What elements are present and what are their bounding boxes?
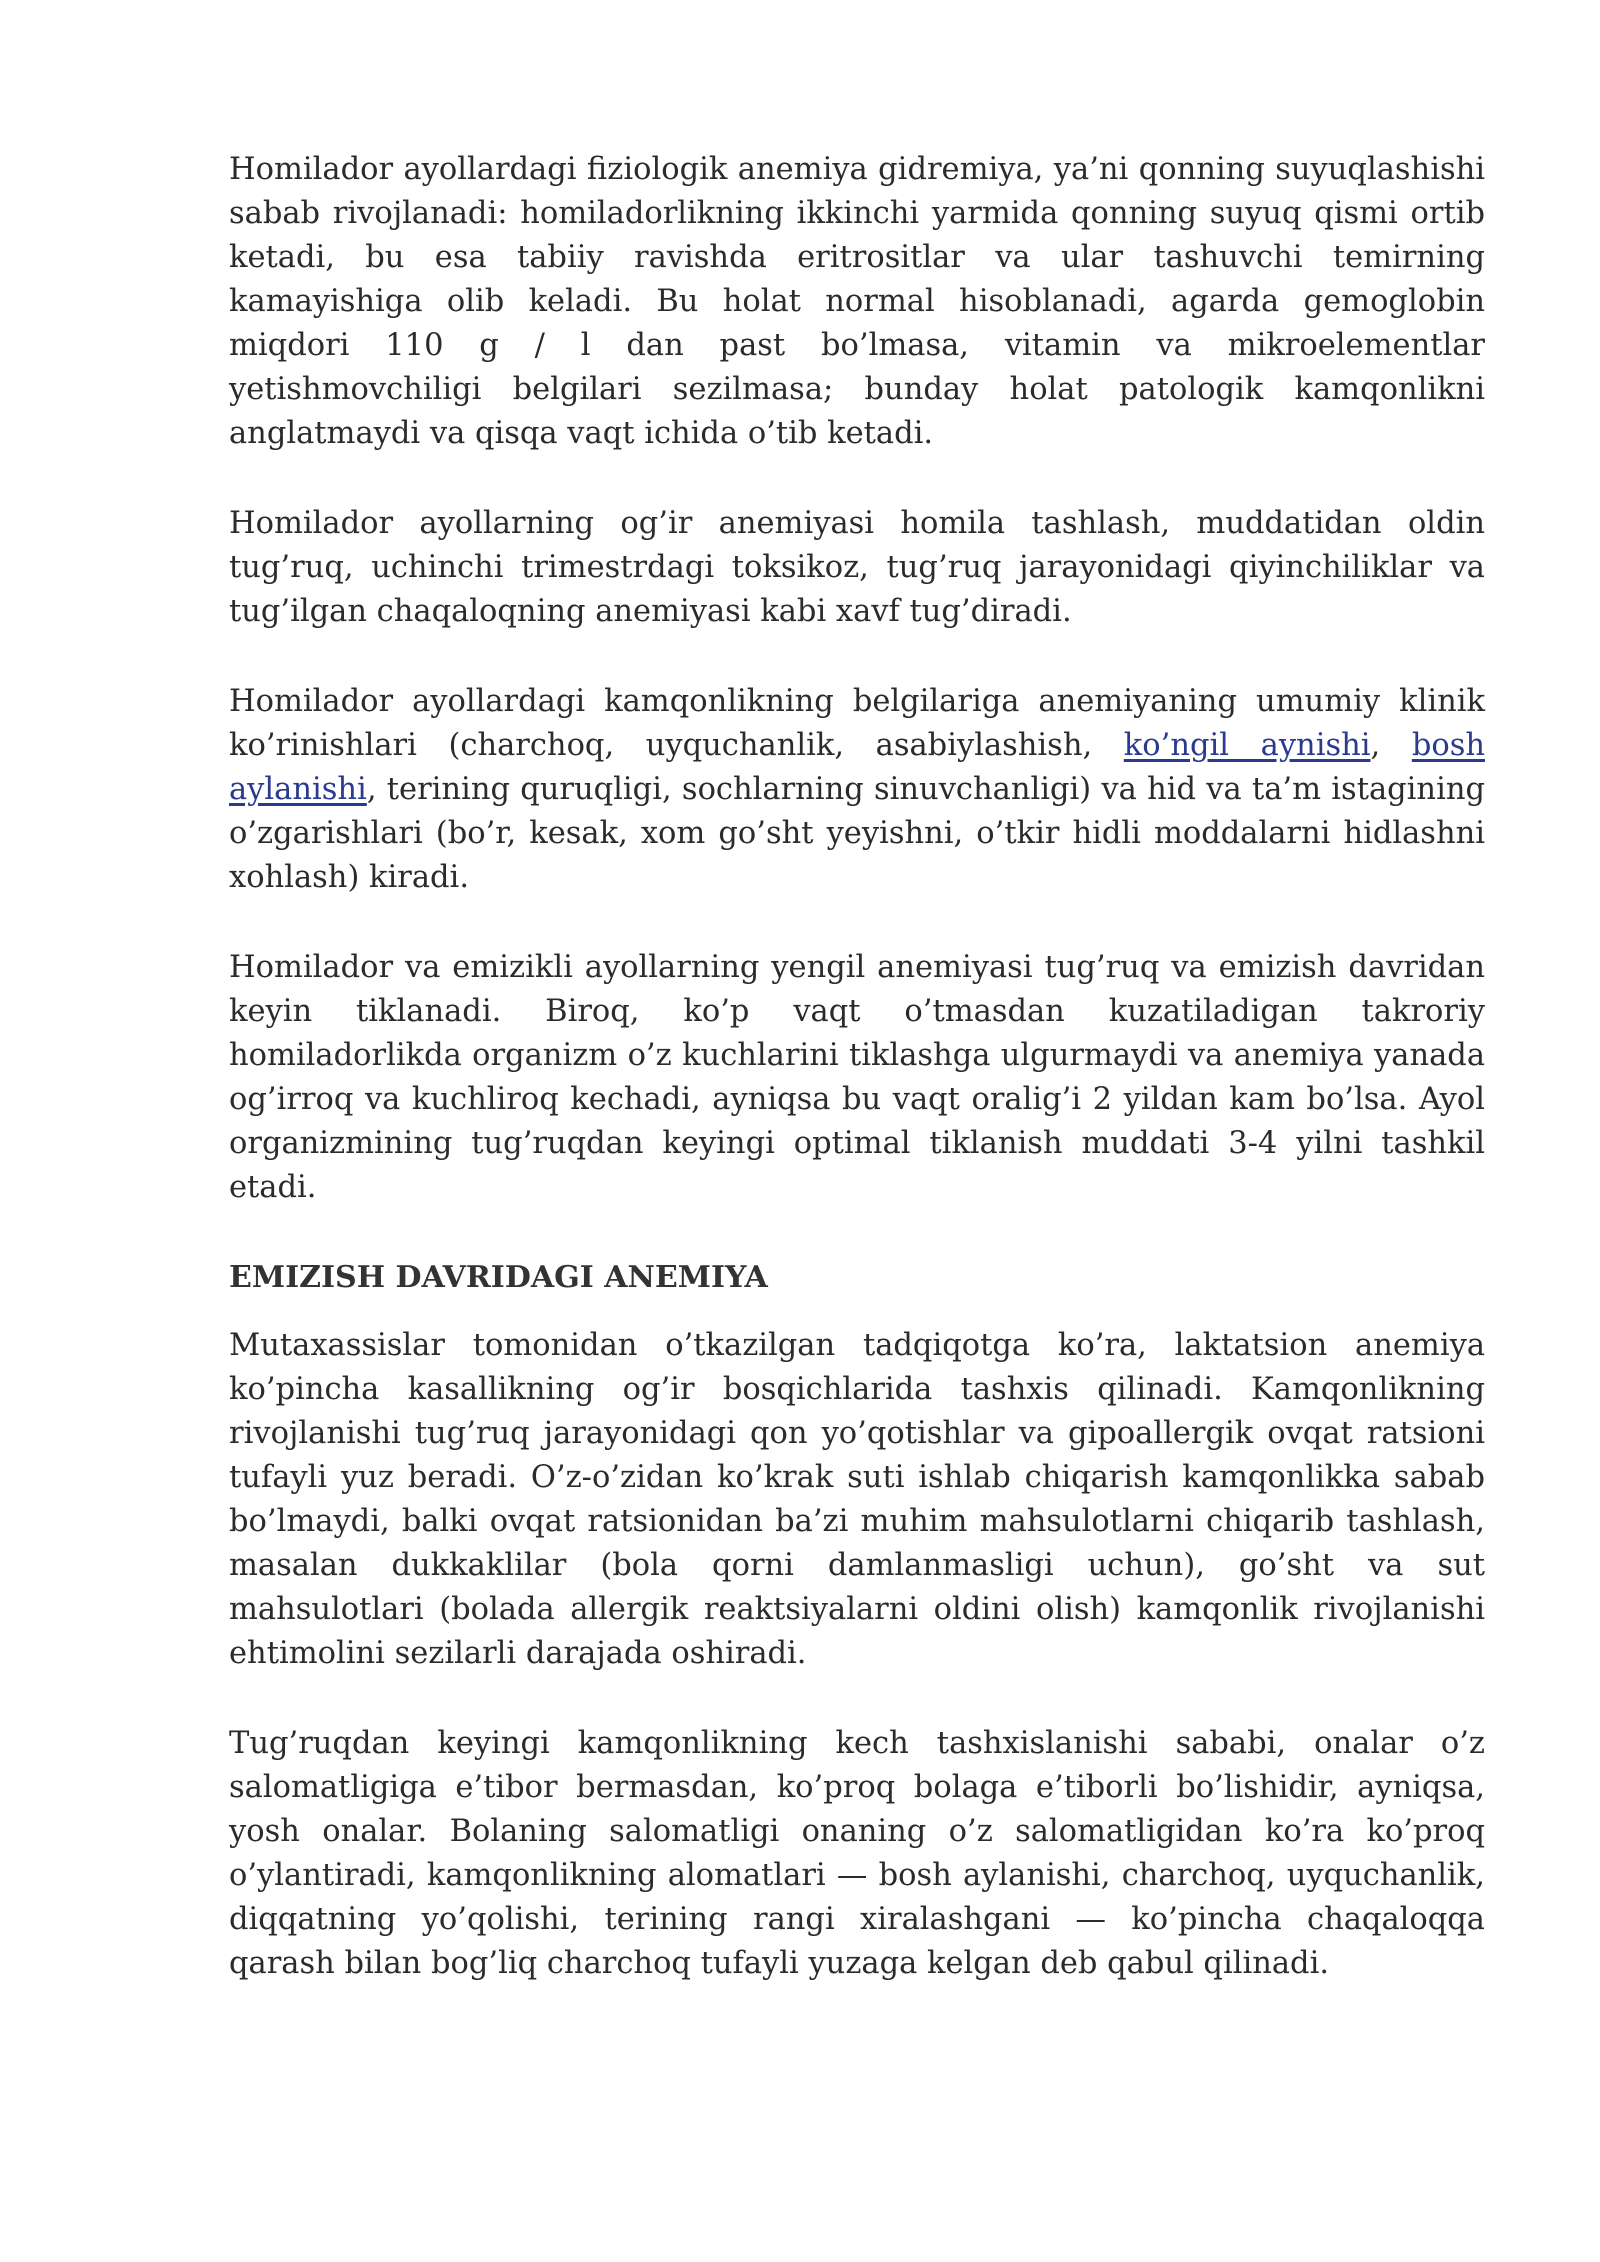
- paragraph-late-diagnosis: Tug’ruqdan keyingi kamqonlikning kech tashxislanishi sababi, onalar o’z salomatligiga e’tibor bermasdan, ko’proq bolaga e’tiborli bo’lishidir, ayniqsa, yosh onalar. Bolaning salomatligi onaning o’z salomatligidan ko’ra ko’proq o’ylantiradi, kamqonlikning alomatlari — bosh aylanishi, charchoq, uyquchanlik, diqqatning yo’qolishi, terining rangi xiralashgani — ko’pincha chaqaloqqa qarash bilan bog’liq charchoq tufayli yuzaga kelgan deb qabul qilinadi.: [229, 1726, 1485, 1981]
- paragraph-lactation-anemia-research: Mutaxassislar tomonidan o’tkazilgan tadqiqotga ko’ra, laktatsion anemiya ko’pincha kasallikning og’ir bosqichlarida tashxis qilinadi. Kamqonlikning rivojlanishi tug’ruq jarayonidagi qon yo’qotishlar va gipoallergik ovqat ratsioni tufayli yuz beradi. O’z-o’zidan ko’krak suti ishlab chiqarish kamqonlikka sabab bo’lmaydi, balki ovqat ratsionidan ba’zi muhim mahsulotlarni chiqarib tashlash, masalan dukkaklilar (bola qorni damlanmasligi uchun), go’sht va sut mahsulotlari (bolada allergik reaktsiyalarni oldini olish) kamqonlik rivojlanishi ehtimolini sezilarli darajada oshiradi.: [229, 1328, 1485, 1671]
- paragraph-mild-anemia-recovery: Homilador va emizikli ayollarning yengil anemiyasi tug’ruq va emizish davridan keyin tiklanadi. Biroq, ko’p vaqt o’tmasdan kuzatiladigan takroriy homiladorlikda organizm o’z kuchlarini tiklashga ulgurmaydi va anemiya yanada og’irroq va kuchliroq kechadi, ayniqsa bu vaqt oralig’i 2 yildan kam bo’lsa. Ayol organizmining tug’ruqdan keyingi optimal tiklanish muddati 3-4 yilni tashkil etadi.: [229, 950, 1485, 1205]
- symptoms-separator: ,: [1370, 728, 1412, 763]
- paragraph-severe-anemia-risks: Homilador ayollarning og’ir anemiyasi homila tashlash, muddatidan oldin tug’ruq, uchinchi trimestrdagi toksikoz, tug’ruq jarayonidagi qiyinchiliklar va tug’ilgan chaqaloqning anemiyasi kabi xavf tug’diradi.: [229, 506, 1485, 629]
- symptoms-text-after: , terining quruqligi, sochlarning sinuvchanligi) va hid va ta’m istagining o’zgarishlari (bo’r, kesak, xom go’sht yeyishni, o’tkir hidli moddalarni hidlashni xohlash) kiradi.: [229, 772, 1485, 895]
- document-body: [229, 148, 1485, 2032]
- link-nausea[interactable]: ko’ngil aynishi: [1123, 728, 1371, 763]
- link-dizziness[interactable]: bosh aylanishi: [229, 728, 1485, 807]
- paragraph-anemia-symptoms: [229, 680, 1485, 900]
- section-heading-lactation-anemia: EMIZISH DAVRIDAGI ANEMIYA: [229, 1260, 768, 1295]
- symptoms-text-before: Homilador ayollardagi kamqonlikning belgilariga anemiyaning umumiy klinik ko’rinishlari (charchoq, uyquchanlik, asabiylashish,: [229, 684, 1485, 763]
- paragraph-physiological-anemia: Homilador ayollardagi fiziologik anemiya gidremiya, ya’ni qonning suyuqlashishi sabab rivojlanadi: homiladorlikning ikkinchi yarmida qonning suyuq qismi ortib ketadi, bu esa tabiiy ravishda eritrositlar va ular tashuvchi temirning kamayishiga olib keladi. Bu holat normal hisoblanadi, agarda gemoglobin miqdori 110 g / l dan past bo’lmasa, vitamin va mikroelementlar yetishmovchiligi belgilari sezilmasa; bunday holat patologik kamqonlikni anglatmaydi va qisqa vaqt ichida o’tib ketadi.: [229, 152, 1485, 451]
